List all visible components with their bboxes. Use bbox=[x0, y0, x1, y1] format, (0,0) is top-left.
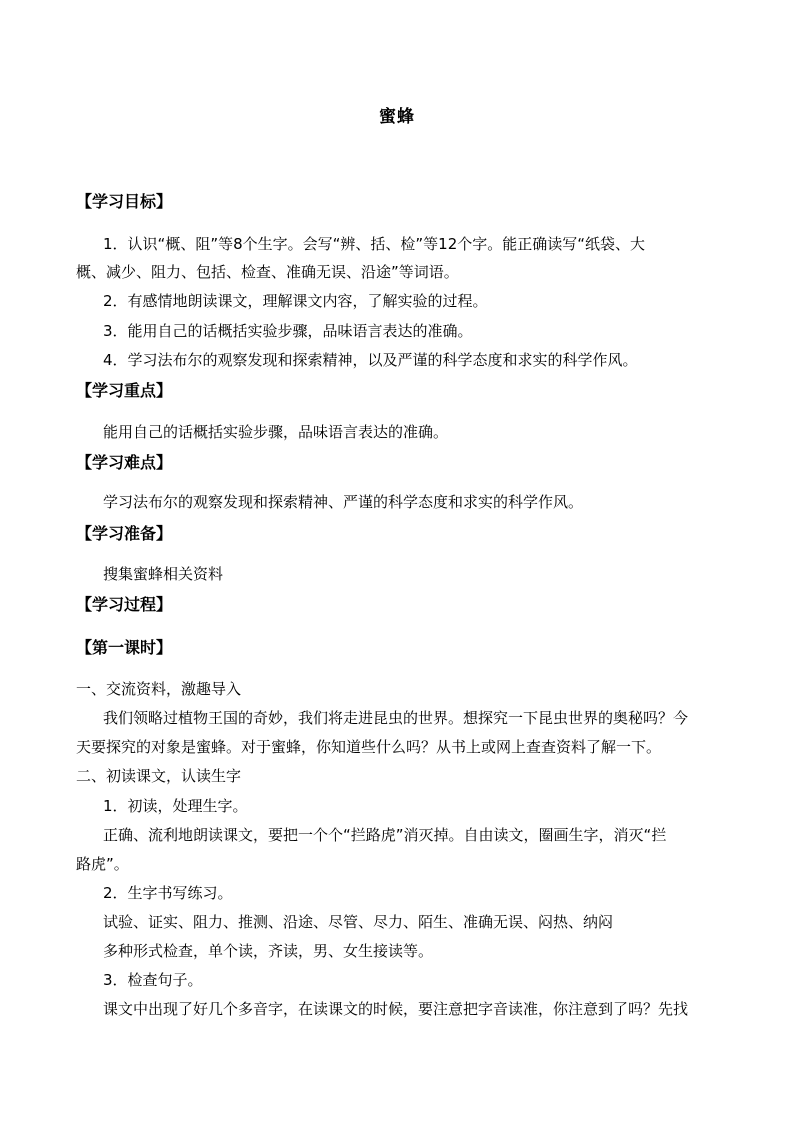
paragraph-line: 正确、流利地朗读课文，要把一个个“拦路虎”消灭掉。自由读文，圈画生字，消灭“拦 bbox=[103, 826, 667, 844]
paragraph-line: 试验、证实、阻力、推测、沿途、尽管、尽力、陌生、准确无误、闷热、纳闷 bbox=[103, 913, 614, 931]
section-heading: 二、初读课文，认读生字 bbox=[76, 767, 242, 785]
paragraph-line: 3．检查句子。 bbox=[103, 971, 203, 989]
heading-process: 【学习过程】 bbox=[76, 595, 173, 614]
document-title: 蜜蜂 bbox=[379, 107, 415, 127]
paragraph-line: 4．学习法布尔的观察发现和探索精神，以及严谨的科学态度和求实的科学作风。 bbox=[103, 351, 638, 369]
paragraph-line: 我们领略过植物王国的奇妙，我们将走进昆虫的世界。想探究一下昆虫世界的奥秘吗？今 bbox=[103, 709, 689, 727]
paragraph-line: 2．生字书写练习。 bbox=[103, 884, 233, 902]
paragraph-line: 1．认识“概、阻”等8个生字。会写“辨、括、检”等12个字。能正确读写“纸袋、大 bbox=[103, 235, 646, 253]
paragraph-line: 1．初读，处理生字。 bbox=[103, 797, 248, 815]
heading-key-points: 【学习重点】 bbox=[76, 381, 173, 400]
paragraph-line: 3．能用自己的话概括实验步骤，品味语言表达的准确。 bbox=[103, 322, 473, 340]
paragraph-line: 概、减少、阻力、包括、检查、准确无误、沿途”等词语。 bbox=[76, 263, 459, 281]
paragraph-line: 能用自己的话概括实验步骤，品味语言表达的准确。 bbox=[103, 423, 449, 441]
paragraph-line: 课文中出现了好几个多音字，在读课文的时候，要注意把字音读准，你注意到了吗？先找 bbox=[103, 1000, 689, 1018]
paragraph-line: 天要探究的对象是蜜蜂。对于蜜蜂，你知道些什么吗？从书上或网上查查资料了解一下。 bbox=[76, 738, 662, 756]
paragraph-line: 2．有感情地朗读课文，理解课文内容，了解实验的过程。 bbox=[103, 292, 488, 310]
paragraph-line: 搜集蜜蜂相关资料 bbox=[103, 565, 224, 583]
section-heading: 一、交流资料，激趣导入 bbox=[76, 680, 242, 698]
paragraph-line: 学习法布尔的观察发现和探索精神、严谨的科学态度和求实的科学作风。 bbox=[103, 493, 584, 511]
heading-preparation: 【学习准备】 bbox=[76, 524, 173, 543]
heading-difficulties: 【学习难点】 bbox=[76, 453, 173, 472]
heading-learning-goals: 【学习目标】 bbox=[76, 192, 173, 211]
heading-first-lesson: 【第一课时】 bbox=[76, 638, 173, 657]
paragraph-line: 多种形式检查，单个读，齐读，男、女生接读等。 bbox=[103, 942, 434, 960]
paragraph-line: 路虎”。 bbox=[76, 855, 129, 873]
